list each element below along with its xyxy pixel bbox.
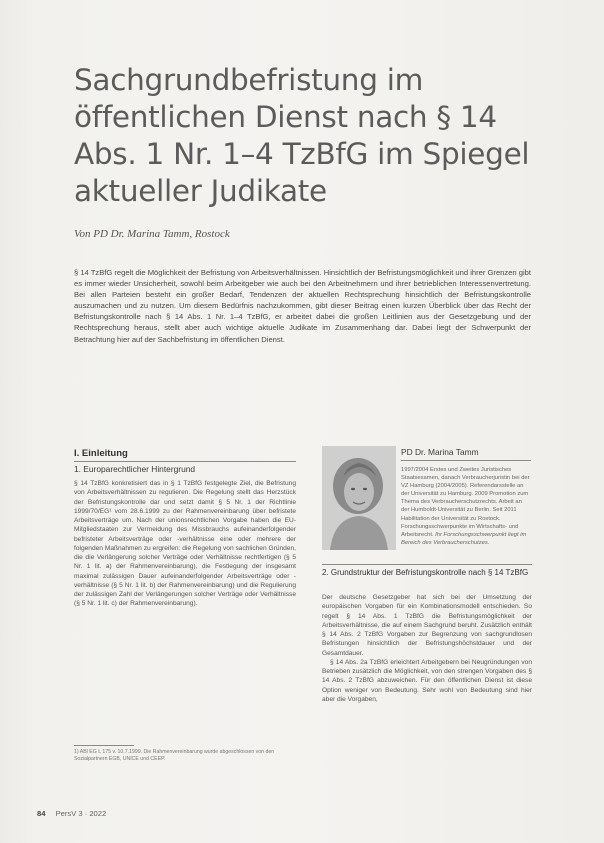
- right-column-text: [322, 593, 532, 704]
- subsection-heading-european-background: 1. Europarechtlicher Hintergrund: [74, 464, 196, 474]
- article-title: Sachgrundbefristung im öffentlichen Dienst nach § 14 Abs. 1 Nr. 1–4 TzBfG im Spiegel aktueller Judikate: [74, 63, 530, 208]
- left-column-text: [74, 479, 296, 609]
- body-paragraph: § 14 TzBfG konkretisiert das in § 1 TzBfG festgelegte Ziel, die Befristung von Arbeitsverhältnissen zu regulieren. Die Regelung stellt das Herzstück der Befristungskontrolle dar und setzt damit § 5 Nr. 1 der Richtlinie 1999/70/EG¹ vom 28.6.1999 zu der Rahmenvereinbarung über befristete Arbeitsverträge um. Nach der unionsrechtlichen Vorgabe haben die EU-Mitgliedstaaten zur Vermeidung des Missbrauchs aufeinanderfolgender befristeter Arbeitsverträge oder -verhältnisse eine oder mehrere der folgenden Maßnahmen zu ergreifen: die Regelung von sachlichen Gründen, die die Verlängerung solcher Verträge oder Verhältnisse rechtfertigen (§ 5 Nr. 1 lit. a) der Rahmenvereinbarung), die Festlegung der insgesamt maximal zulässigen Dauer aufeinanderfolgender Arbeitsverträge oder -verhältnisse (§ 5 Nr. 1 lit. b) der Rahmenvereinbarung) und die Regulierung der zulässigen Zahl der Verlängerungen solcher Verträge oder Verhältnisse (§ 5 Nr. 1 lit. c) der Rahmenvereinbarung).: [74, 480, 296, 608]
- footnote: 1) ABl EG L 175 v. 10.7.1999. Die Rahmenvereinbarung wurde abgeschlossen von den Sozialpartnern EGB, UNICE und CEEP.: [74, 749, 275, 763]
- subsection-heading-structure: 2. Grundstruktur der Befristungskontrolle nach § 14 TzBfG: [322, 568, 529, 577]
- abstract-text: § 14 TzBfG regelt die Möglichkeit der Befristung von Arbeitsverhältnissen. Hinsichtlich der Befristungsmöglichkeit und ihrer Grenzen gibt es immer wieder Unsicherheit, sowohl beim Arbeitgeber wie auch bei den Arbeitnehmern und ihrer betrieblichen Interessenvertretung. Bei allen Parteien besteht ein großer Bedarf, Tendenzen der aktuellen Rechtsprechung hinsichtlich der Befristungskontrolle auszumachen und zu nutzen. Um diesem Bedürfnis nachzukommen, gibt dieser Beitrag einen kurzen Überblick über das Recht der Befristungskontrolle nach § 14 Abs. 1 Nr. 1–4 TzBfG, er arbeitet dabei die großen Leitlinien aus der Gesetzgebung und der Rechtsprechung heraus, stellt aber auch wichtige aktuelle Judikate im Zusammenhang dar. Dabei liegt der Schwerpunkt der Betrachtung hier auf der Sachbefristung im öffentlichen Dienst.: [74, 268, 531, 344]
- page-footer: [37, 809, 106, 818]
- author-bio: [401, 466, 531, 547]
- article-abstract: [74, 267, 531, 345]
- page-number: 84: [37, 809, 46, 818]
- subsection-divider: [322, 564, 532, 565]
- bio-author-name: PD Dr. Marina Tamm: [401, 447, 479, 457]
- journal-issue: PersV 3 · 2022: [55, 809, 107, 818]
- subsection-heading-block: [322, 564, 532, 579]
- body-paragraph: § 14 Abs. 2a TzBfG erleichtert Arbeitgebern bei Neugründungen von Betrieben zusätzlich die Möglichkeit, von den strengen Vorgaben des § 14 Abs. 2 TzBfG abzuweichen. Für den öffentlichen Dienst ist diese Option weniger von Bedeutung. Sehr wohl von Bedeutung sind hier aber die Vorgaben,: [322, 658, 532, 703]
- bio-divider: [401, 460, 531, 461]
- footnote-divider: [74, 745, 134, 746]
- bio-text-italic: Ihr Forschungsschwerpunkt liegt im Bereich des Verbraucherschutzes.: [401, 531, 527, 546]
- author-byline: Von PD Dr. Marina Tamm, Rostock: [74, 228, 230, 240]
- section-heading-introduction: I. Einleitung: [74, 448, 128, 459]
- author-portrait-image: [322, 446, 396, 550]
- section-divider: [74, 461, 296, 462]
- bio-text: 1997/2004 Erstes und Zweites Juristisches Staatsexamen, danach Verbraucherjuristin bei der VZ Hamburg (2004/2005). Referendarsstelle an der Universität zu Hamburg. 2009 Promotion zum Thema des Verbraucherschutzrechts. Arbeit an der Humboldt-Universität zu Berlin. Seit 2011 Habilitation der Universität zu Rostock. Forschungsschwerpunkte im Wirtschafts- und Arbeitsrecht.: [401, 467, 530, 538]
- body-paragraph: Der deutsche Gesetzgeber hat sich bei der Umsetzung der europäischen Vorgaben für ein Kombinationsmodell entschieden. So regelt § 14 Abs. 1 TzBfG die Befristungsmöglichkeit der Arbeitsverhältnisse, die auf einem Sachgrund beruht. Zusätzlich enthält § 14 Abs. 2 TzBfG Vorgaben zur Begrenzung von sachgrundlosen Befristungen hinsichtlich der Befristungshöchstdauer und der Gesamtdauer.: [322, 594, 532, 657]
- author-photo: [322, 446, 396, 550]
